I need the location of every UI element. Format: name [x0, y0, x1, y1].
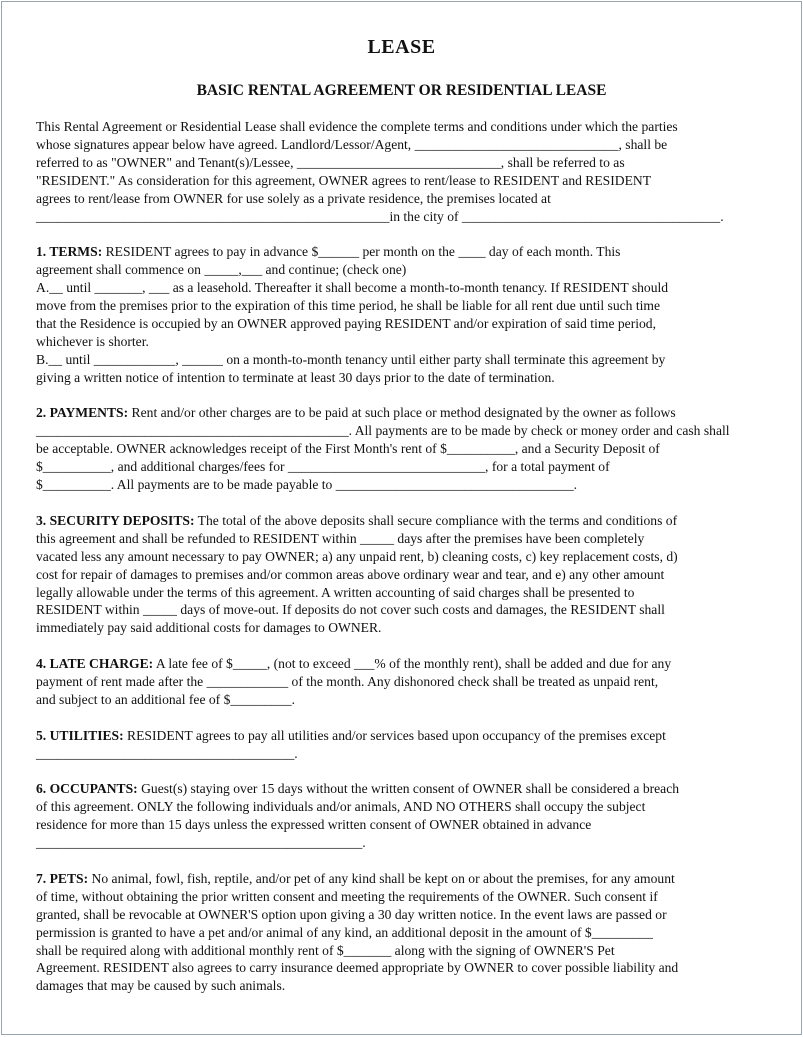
- line-text: damages that may be caused by such animals.: [36, 978, 286, 994]
- line-text: ____________________________________________________in the city of ______________________________________.: [36, 208, 724, 224]
- section-paragraph: [36, 243, 771, 386]
- paragraph-line: [36, 566, 771, 584]
- paragraph-line: [36, 834, 771, 852]
- paragraph-line: [36, 208, 771, 226]
- section-paragraph: [36, 655, 771, 709]
- line-text: immediately pay said additional costs for damages to OWNER.: [36, 620, 382, 636]
- paragraph-line: [36, 798, 771, 816]
- paragraph-line: [36, 458, 771, 476]
- paragraph-line: [36, 530, 771, 548]
- paragraph-line: [36, 476, 771, 494]
- line-text: agrees to rent/lease from OWNER for use solely as a private residence, the premises located at: [36, 190, 551, 206]
- document-page: [1, 1, 802, 1035]
- line-text: that the Residence is occupied by an OWNER approved paying RESIDENT and/or expiration of said time period,: [36, 315, 656, 331]
- paragraph-line: [36, 333, 771, 351]
- line-text: of time, without obtaining the prior written consent and meeting the requirements of the OWNER. Such consent if: [36, 888, 658, 904]
- section-heading: 1. TERMS:: [36, 244, 103, 260]
- line-text: RESIDENT within _____ days of move-out. If deposits do not cover such costs and damages, the RESIDENT shall: [36, 602, 665, 618]
- line-text: RESIDENT agrees to pay all utilities and/or services based upon occupancy of the premises except: [123, 727, 666, 743]
- line-text: move from the premises prior to the expiration of this time period, he shall be liable for all rent due until such time: [36, 298, 661, 314]
- line-text: A.__ until _______, ___ as a leasehold. Thereafter it shall become a month-to-month tenancy. If RESIDENT should: [36, 280, 669, 296]
- line-text: of this agreement. ONLY the following individuals and/or animals, AND NO OTHERS shall occupy the subject: [36, 799, 646, 815]
- paragraph-line: [36, 136, 771, 154]
- section-paragraph: [36, 780, 771, 852]
- line-text: ______________________________________________. All payments are to be made by check or money order and cash shall: [36, 423, 730, 439]
- line-text: granted, shall be revocable at OWNER'S option upon giving a 30 day written notice. In the event laws are passed or: [36, 906, 667, 922]
- paragraph-line: [36, 548, 771, 566]
- paragraph-line: [36, 190, 771, 208]
- paragraph-line: [36, 870, 771, 888]
- line-text: permission is granted to have a pet and/or animal of any kind, an additional deposit in the amount of $_________: [36, 924, 653, 940]
- paragraph-line: [36, 154, 771, 172]
- line-text: ________________________________________________.: [36, 835, 366, 851]
- document-subtitle: BASIC RENTAL AGREEMENT OR RESIDENTIAL LEASE: [196, 82, 607, 99]
- line-text: vacated less any amount necessary to pay OWNER; a) any unpaid rent, b) cleaning costs, c) key replacement costs, d): [36, 548, 678, 564]
- line-text: cost for repair of damages to premises and/or common areas above ordinary wear and tear, and e) any other amount: [36, 566, 665, 582]
- paragraph-line: [36, 279, 771, 297]
- section-heading: 2. PAYMENTS:: [36, 405, 129, 421]
- section-paragraph: [36, 870, 771, 995]
- section-paragraph: [36, 118, 771, 225]
- line-text: referred to as "OWNER" and Tenant(s)/Lessee, ______________________________, shall be referred to as: [36, 154, 625, 170]
- line-text: payment of rent made after the ____________ of the month. Any dishonored check shall be treated as unpaid rent,: [36, 674, 659, 690]
- paragraph-line: [36, 780, 771, 798]
- section-heading: 4. LATE CHARGE:: [36, 656, 154, 672]
- paragraph-line: [36, 655, 771, 673]
- section-paragraph: [36, 404, 771, 494]
- paragraph-line: [36, 816, 771, 834]
- line-text: whichever is shorter.: [36, 333, 149, 349]
- section-paragraph: [36, 727, 771, 763]
- document-title: LEASE: [367, 36, 436, 58]
- section-heading: 3. SECURITY DEPOSITS:: [36, 512, 195, 528]
- line-text: "RESIDENT." As consideration for this agreement, OWNER agrees to rent/lease to RESIDENT and RESIDENT: [36, 172, 652, 188]
- paragraph-line: [36, 906, 771, 924]
- line-text: ______________________________________.: [36, 745, 298, 761]
- paragraph-line: [36, 243, 771, 261]
- paragraph-line: [36, 118, 771, 136]
- line-text: agreement shall commence on _____,___ and continue; (check one): [36, 262, 407, 278]
- paragraph-line: [36, 959, 771, 977]
- line-text: This Rental Agreement or Residential Lease shall evidence the complete terms and conditions under which the parties: [36, 119, 678, 134]
- line-text: Rent and/or other charges are to be paid at such place or method designated by the owner as follows: [128, 405, 676, 421]
- line-text: and subject to an additional fee of $_________.: [36, 691, 295, 707]
- line-text: giving a written notice of intention to terminate at least 30 days prior to the date of termination.: [36, 369, 555, 385]
- paragraph-line: [36, 404, 771, 422]
- line-text: No animal, fowl, fish, reptile, and/or pet of any kind shall be kept on or about the premises, for any amount: [88, 870, 675, 886]
- line-text: legally allowable under the terms of this agreement. A written accounting of said charges shall be presented to: [36, 584, 635, 600]
- paragraph-line: [36, 977, 771, 995]
- line-text: Guest(s) staying over 15 days without the written consent of OWNER shall be considered a breach: [137, 781, 680, 797]
- line-text: be acceptable. OWNER acknowledges receipt of the First Month's rent of $__________, and a Security Deposit of: [36, 441, 660, 457]
- paragraph-line: [36, 422, 771, 440]
- line-text: this agreement and shall be refunded to RESIDENT within _____ days after the premises have been completely: [36, 530, 645, 546]
- paragraph-line: [36, 619, 771, 637]
- line-text: B.__ until ____________, ______ on a month-to-month tenancy until either party shall terminate this agreement by: [36, 351, 666, 367]
- line-text: $__________, and additional charges/fees for _____________________________, for a total payment of: [36, 459, 610, 475]
- paragraph-line: [36, 369, 771, 387]
- document-body: [36, 118, 771, 1013]
- section-heading: 5. UTILITIES:: [36, 727, 124, 743]
- paragraph-line: [36, 584, 771, 602]
- paragraph-line: [36, 745, 771, 763]
- line-text: RESIDENT agrees to pay in advance $______ per month on the ____ day of each month. This: [102, 244, 621, 260]
- line-text: shall be required along with additional monthly rent of $_______ along with the signing of OWNER'S Pet: [36, 942, 615, 958]
- paragraph-line: [36, 440, 771, 458]
- paragraph-line: [36, 888, 771, 906]
- line-text: A late fee of $_____, (not to exceed ___% of the monthly rent), shall be added and due for any: [153, 656, 672, 672]
- paragraph-line: [36, 297, 771, 315]
- line-text: Agreement. RESIDENT also agrees to carry insurance deemed appropriate by OWNER to cover possible liability and: [36, 960, 679, 976]
- paragraph-line: [36, 512, 771, 530]
- paragraph-line: [36, 924, 771, 942]
- section-heading: 7. PETS:: [36, 870, 89, 886]
- section-paragraph: [36, 512, 771, 637]
- paragraph-line: [36, 261, 771, 279]
- paragraph-line: [36, 315, 771, 333]
- line-text: whose signatures appear below have agreed. Landlord/Lessor/Agent, ______________________________, shall be: [36, 136, 668, 152]
- paragraph-line: [36, 942, 771, 960]
- paragraph-line: [36, 727, 771, 745]
- paragraph-line: [36, 601, 771, 619]
- paragraph-line: [36, 172, 771, 190]
- line-text: The total of the above deposits shall secure compliance with the terms and conditions of: [194, 512, 678, 528]
- section-heading: 6. OCCUPANTS:: [36, 781, 138, 797]
- line-text: $__________. All payments are to be made payable to ___________________________________.: [36, 477, 578, 493]
- line-text: residence for more than 15 days unless the expressed written consent of OWNER obtained in advance: [36, 817, 592, 833]
- paragraph-line: [36, 673, 771, 691]
- paragraph-line: [36, 351, 771, 369]
- paragraph-line: [36, 691, 771, 709]
